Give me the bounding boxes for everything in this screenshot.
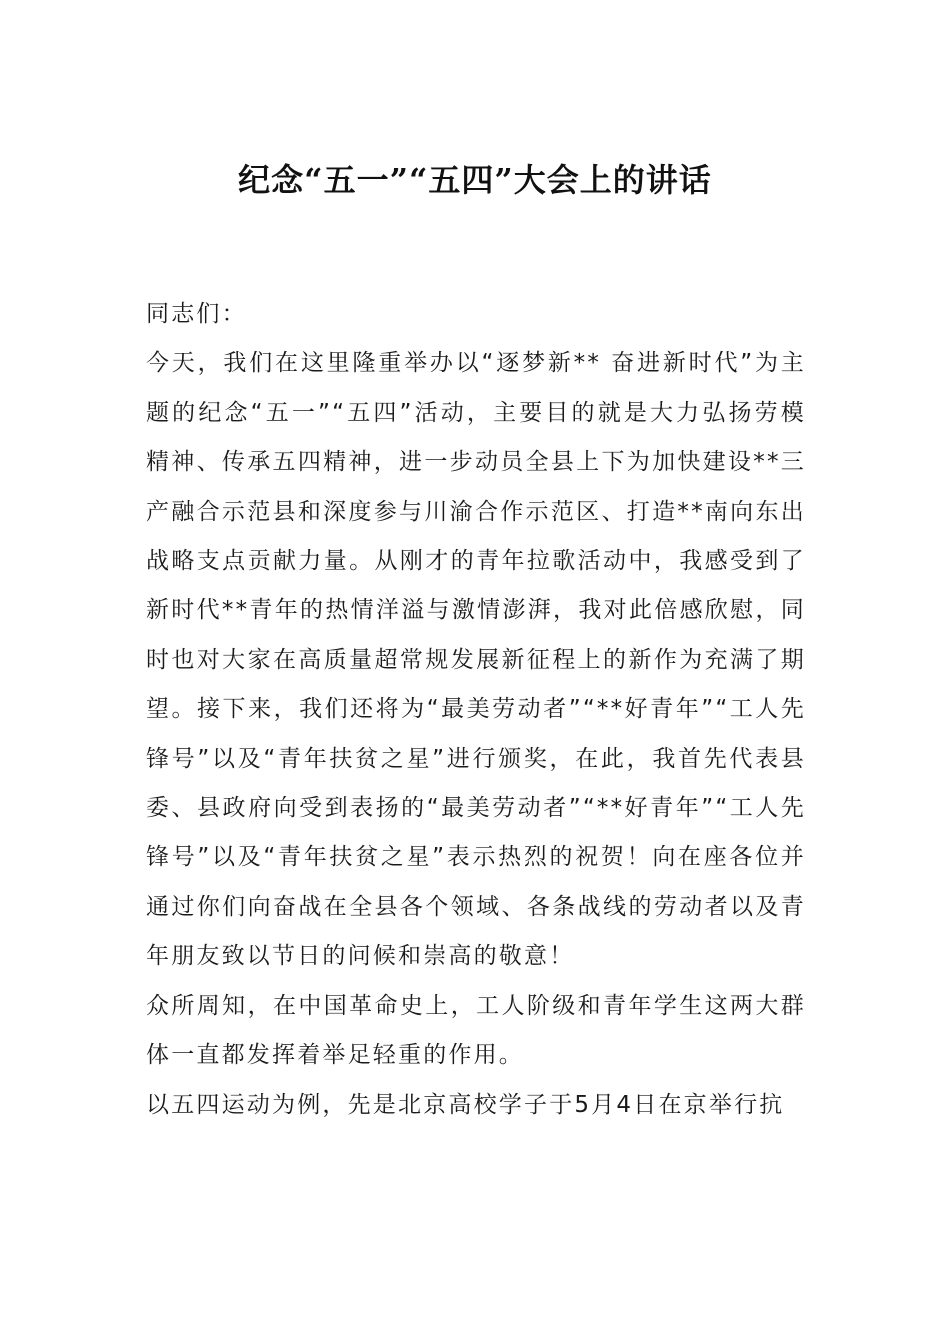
paragraph-2: 众所周知，在中国革命史上，工人阶级和青年学生这两大群体一直都发挥着举足轻重的作用。	[146, 992, 806, 1069]
document-body	[146, 290, 806, 1130]
paragraph-3: 以五四运动为例，先是北京高校学子于5月4日在京举行抗	[146, 1091, 785, 1118]
paragraph-1: 今天，我们在这里隆重举办以“逐梦新** 奋进新时代”为主题的纪念“五一”“五四”活动，主要目的就是大力弘扬劳模精神、传承五四精神，进一步动员全县上下为加快建设**三产融合示范县和深度参与川渝合作示范区、打造**南向东出战略支点贡献力量。从刚才的青年拉歌活动中，我感受到了新时代**青年的热情洋溢与激情澎湃，我对此倍感欣慰，同时也对大家在高质量超常规发展新征程上的新作为充满了期望。接下来，我们还将为“最美劳动者”“**好青年”“工人先锋号”以及“青年扶贫之星”进行颁奖，在此，我首先代表县委、县政府向受到表扬的“最美劳动者”“**好青年”“工人先锋号”以及“青年扶贫之星”表示热烈的祝贺！向在座各位并通过你们向奋战在全县各个领域、各条战线的劳动者以及青年朋友致以节日的问候和崇高的敬意！	[146, 350, 806, 970]
salutation: 同志们：	[146, 301, 247, 327]
document-title: 纪念“五一”“五四”大会上的讲话	[238, 161, 712, 199]
